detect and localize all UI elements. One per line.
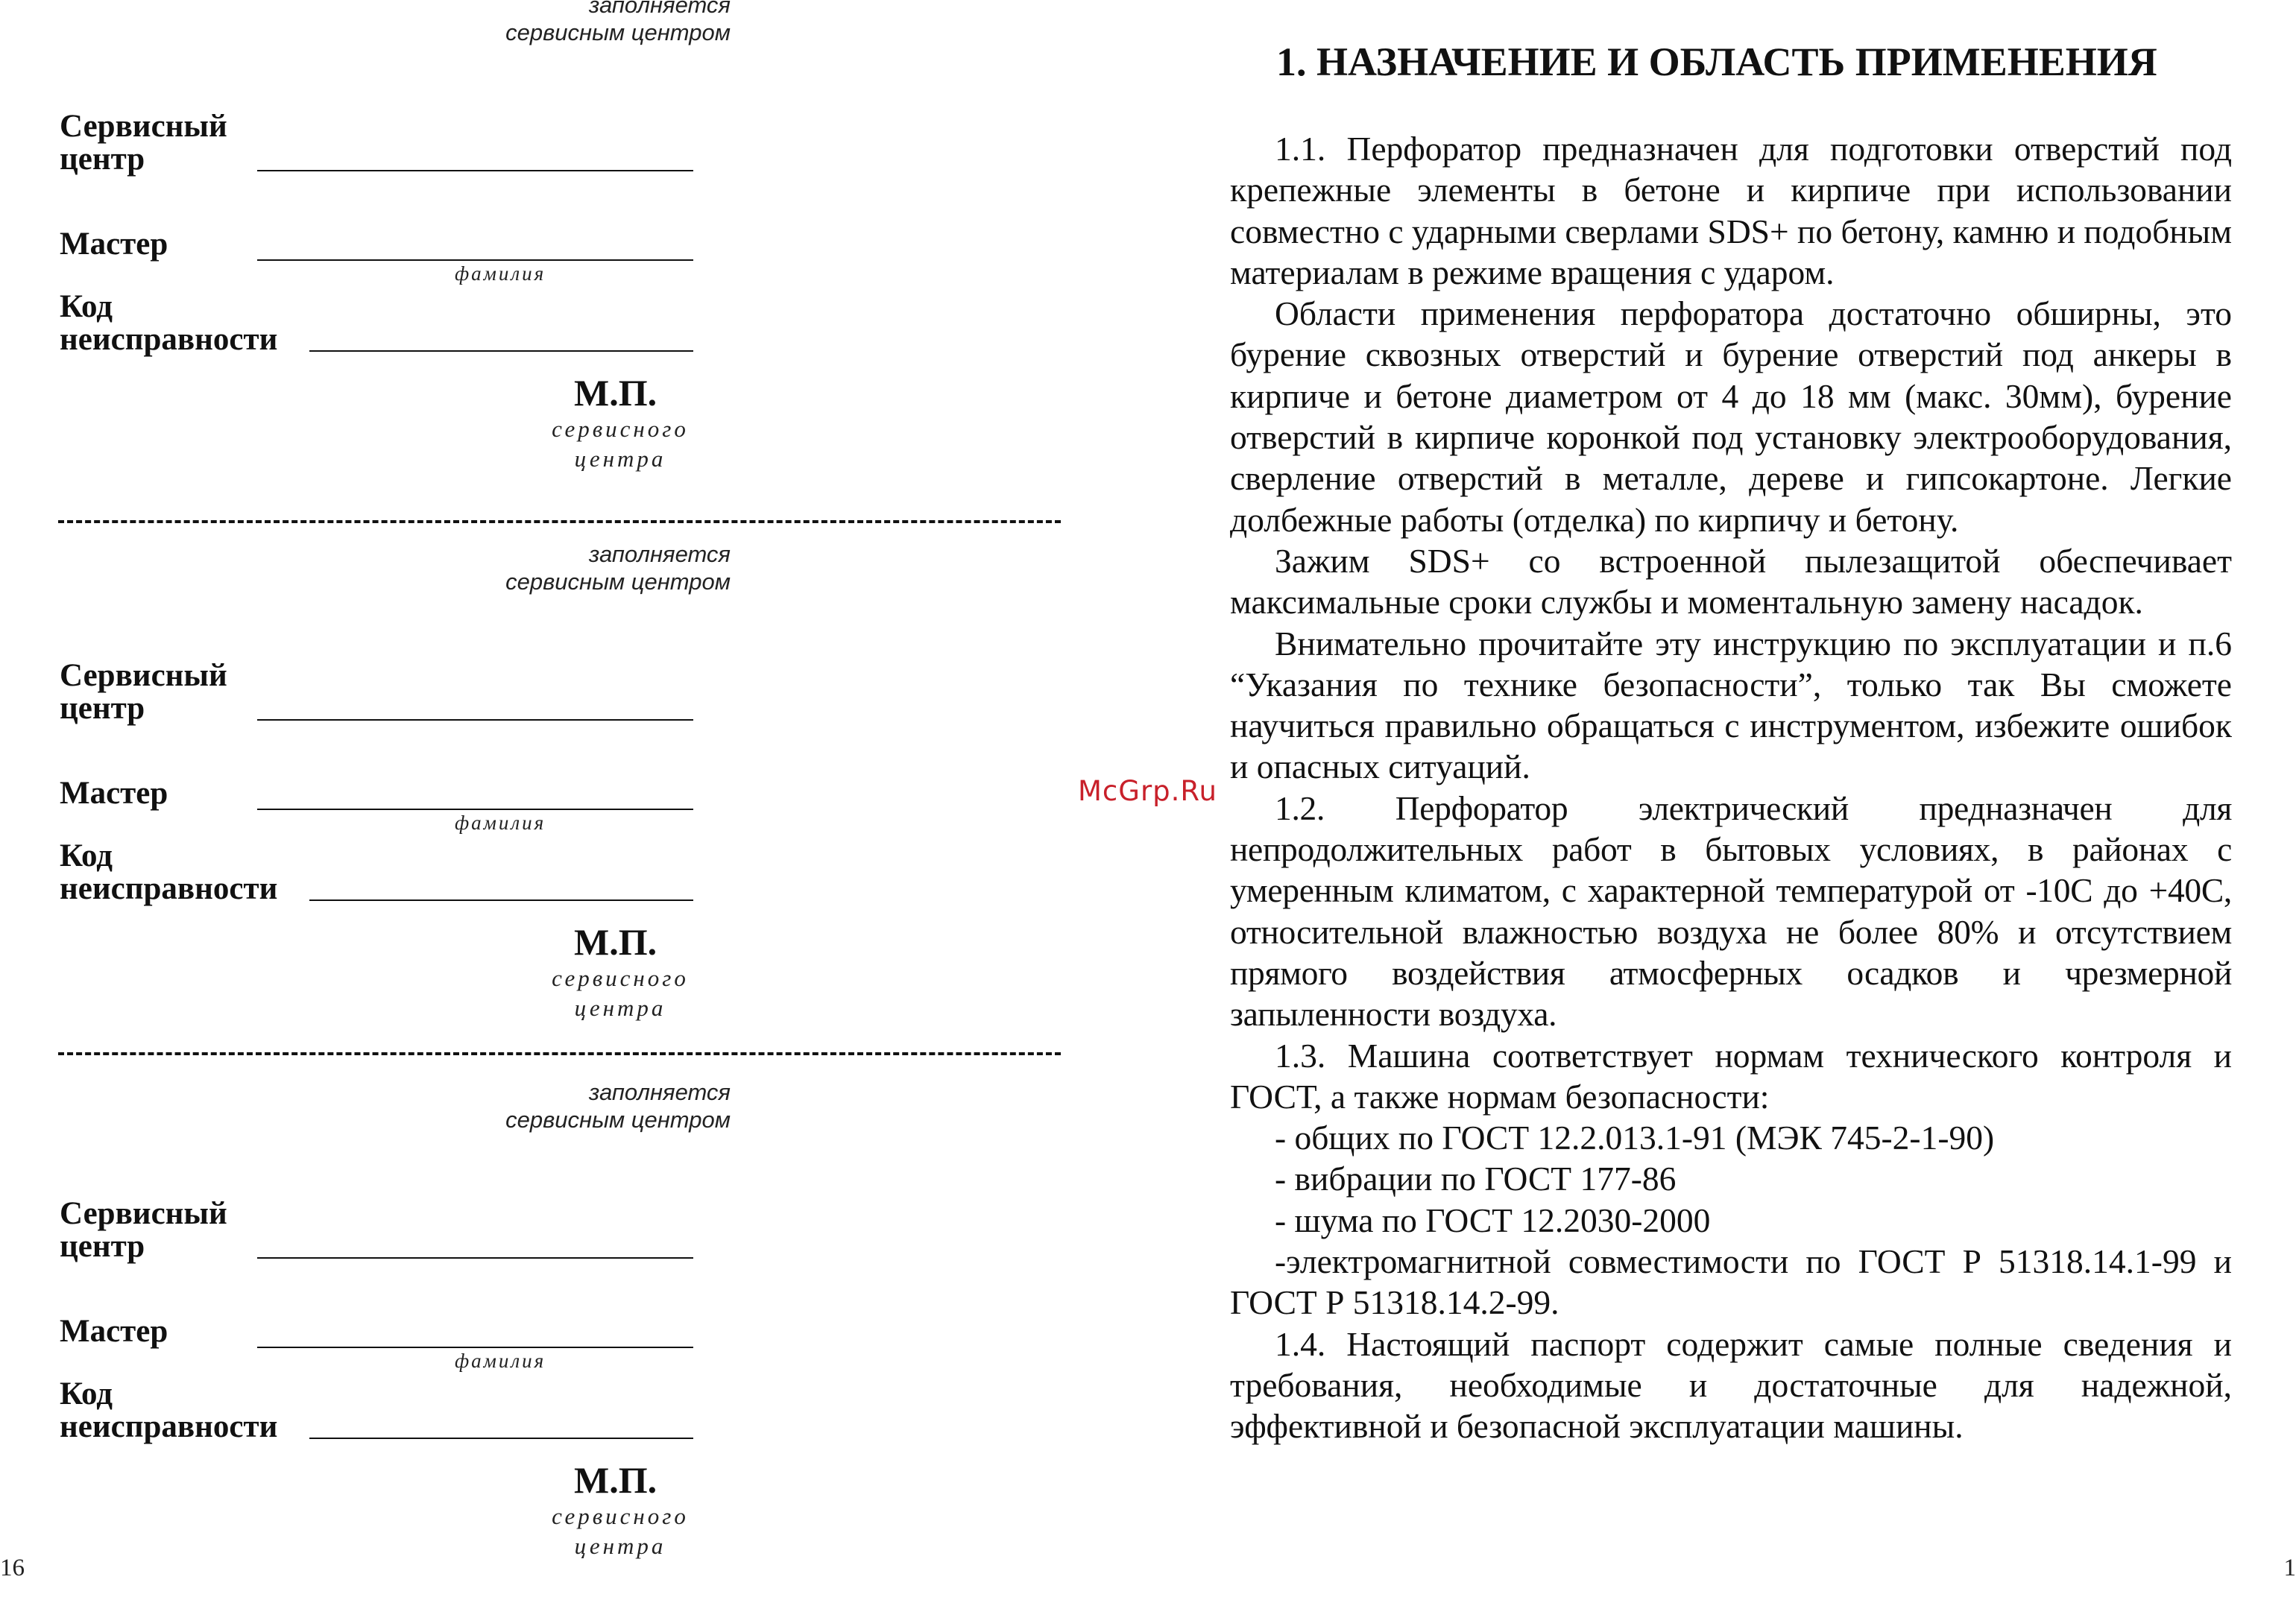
service-center-field[interactable]: [257, 170, 693, 171]
service-center-label: [60, 660, 227, 725]
label-line: Код: [60, 291, 277, 323]
label-line: центр: [60, 1230, 227, 1263]
filled-by-note: [505, 540, 731, 595]
label-line: Код: [60, 840, 277, 873]
paragraph: 1.3. Машина соответствует нормам технического контроля и ГОСТ, а также нормам безопасности:: [1230, 1035, 2232, 1118]
fault-code-label: [60, 1378, 277, 1444]
page-number-left: 16: [0, 1555, 25, 1582]
fault-code-field[interactable]: [309, 1438, 693, 1439]
surname-hint: фамилия: [455, 262, 546, 285]
label-line: Сервисный: [60, 1198, 227, 1230]
service-center-label: [60, 110, 227, 176]
cut-line: [58, 520, 1061, 523]
standard-item: - шума по ГОСТ 12.2030-2000: [1230, 1200, 2232, 1241]
label-line: центр: [60, 692, 227, 725]
caption-line: сервисного: [538, 1502, 702, 1531]
service-slip-2: [0, 540, 1073, 1062]
service-center-field[interactable]: [257, 719, 693, 721]
watermark: McGrp.Ru: [1078, 775, 1217, 807]
caption-line: центра: [538, 1531, 702, 1561]
caption-line: центра: [538, 993, 702, 1023]
label-line: Код: [60, 1378, 277, 1411]
stamp-place: М.П.: [574, 371, 657, 414]
stamp-place: М.П.: [574, 1458, 657, 1502]
fault-code-field[interactable]: [309, 350, 693, 352]
filled-by-note: [505, 1078, 731, 1133]
paragraph: 1.2. Перфоратор электрический предназначен для непродолжительных работ в бытовых условиях, в районах с умеренным климатом, с характерной температурой от -10С до +40С, относительной влажностью воздуха не более 80% и отсутствием прямого воздействия атмосферных осадков и чрезмерной запыленности воздуха.: [1230, 788, 2232, 1035]
paragraph: Зажим SDS+ со встроенной пылезащитой обеспечивает максимальные сроки службы и моментальную замену насадок.: [1230, 540, 2232, 623]
fault-code-label: [60, 291, 277, 356]
label-line: неисправности: [60, 323, 277, 356]
label-line: Сервисный: [60, 660, 227, 692]
filled-by-note: [505, 0, 731, 46]
service-slip-3: [0, 1078, 1073, 1600]
section-title: 1. НАЗНАЧЕНИЕ И ОБЛАСТЬ ПРИМЕНЕНИЯ: [1276, 39, 2157, 85]
standard-item: - вибрации по ГОСТ 177-86: [1230, 1158, 2232, 1199]
paragraph: Области применения перфоратора достаточно обширны, это бурение сквозных отверстий и бурение отверстий под анкеры в кирпиче и бетоне диаметром от 4 до 18 мм (макс. 30мм), бурение отверстий в кирпиче коронкой под установку электрооборудования, сверление отверстий в металле, дереве и гипсокартоне. Легкие долбежные работы (отделка) по кирпичу и бетону.: [1230, 293, 2232, 540]
caption-line: центра: [538, 444, 702, 474]
stamp-place: М.П.: [574, 920, 657, 964]
note-line: сервисным центром: [505, 568, 731, 595]
label-line: центр: [60, 143, 227, 176]
caption-line: сервисного: [538, 414, 702, 444]
surname-hint: фамилия: [455, 1350, 546, 1373]
master-label: Мастер: [60, 777, 168, 810]
master-label: Мастер: [60, 228, 168, 261]
label-line: неисправности: [60, 1411, 277, 1444]
note-line: заполняется: [505, 540, 731, 568]
master-field[interactable]: [257, 809, 693, 810]
stamp-caption: [538, 964, 702, 1023]
label-line: неисправности: [60, 873, 277, 905]
standard-item: -электромагнитной совместимости по ГОСТ Р 51318.14.1-99 и ГОСТ Р 51318.14.2-99.: [1230, 1241, 2232, 1324]
note-line: заполняется: [505, 0, 731, 19]
label-line: Сервисный: [60, 110, 227, 143]
service-center-label: [60, 1198, 227, 1263]
master-field[interactable]: [257, 1347, 693, 1348]
master-field[interactable]: [257, 259, 693, 261]
caption-line: сервисного: [538, 964, 702, 993]
paragraph: 1.1. Перфоратор предназначен для подготовки отверстий под крепежные элементы в бетоне и кирпиче при использовании совместно с ударными сверлами SDS+ по бетону, камню и подобным материалам в режиме вращения с ударом.: [1230, 128, 2232, 293]
note-line: сервисным центром: [505, 1106, 731, 1133]
paragraph: 1.4. Настоящий паспорт содержит самые полные сведения и требования, необходимые и достаточные для надежной, эффективной и безопасной эксплуатации машины.: [1230, 1324, 2232, 1447]
page-number-right: 1: [2284, 1555, 2296, 1582]
stamp-caption: [538, 1502, 702, 1561]
fault-code-label: [60, 840, 277, 905]
note-line: сервисным центром: [505, 19, 731, 46]
service-slip-1: [0, 0, 1073, 513]
paragraph: Внимательно прочитайте эту инструкцию по эксплуатации и п.6 “Указания по технике безопасности”, только так Вы сможете научиться правильно обращаться с инструментом, избежите ошибок и опасных ситуаций.: [1230, 623, 2232, 788]
fault-code-field[interactable]: [309, 899, 693, 901]
cut-line: [58, 1052, 1061, 1055]
master-label: Мастер: [60, 1315, 168, 1348]
service-center-field[interactable]: [257, 1257, 693, 1259]
section-body: [1230, 128, 2232, 1447]
stamp-caption: [538, 414, 702, 474]
note-line: заполняется: [505, 1078, 731, 1106]
standard-item: - общих по ГОСТ 12.2.013.1-91 (МЭК 745-2-1-90): [1230, 1117, 2232, 1158]
surname-hint: фамилия: [455, 812, 546, 835]
